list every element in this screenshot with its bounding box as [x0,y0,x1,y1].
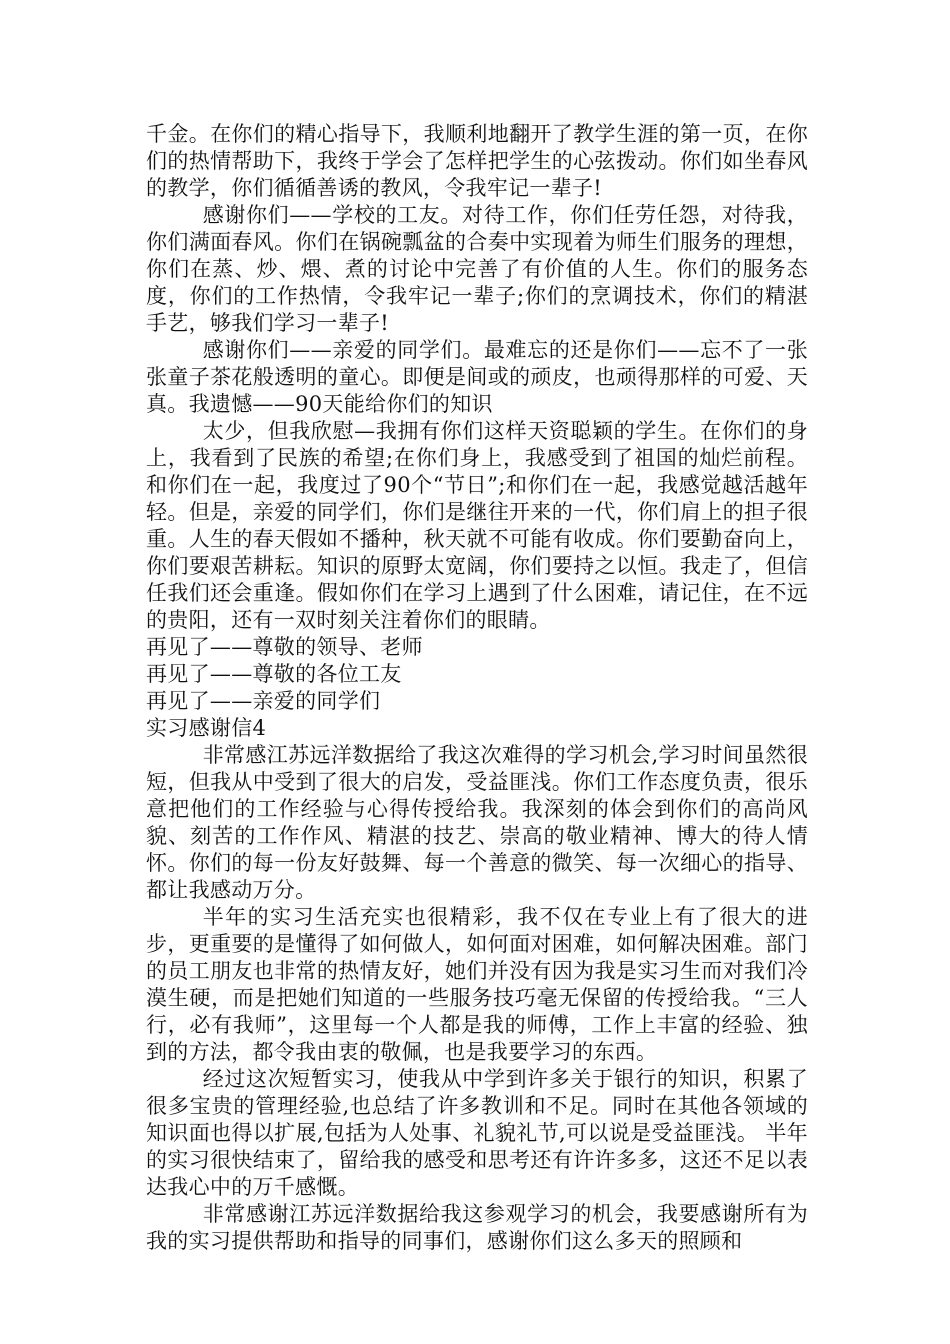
paragraph-gratitude: 非常感谢江苏远洋数据给我这参观学习的机会，我要感谢所有为我的实习提供帮助和指导的同事们，感谢你们这么多天的照顾和 [146,1202,808,1253]
section-heading: 实习感谢信4 [146,716,267,740]
paragraph-opportunity: 非常感江苏远洋数据给了我这次难得的学习机会,学习时间虽然很短，但我从中受到了很大的启发，受益匪浅。你们工作态度负责，很乐意把他们的工作经验与心得传授给我。我深刻的体会到你们的高尚风貌、刻苦的工作作风、精湛的技艺、崇高的敬业精神、博大的待人情怀。你们的每一份友好鼓舞、每一个善意的微笑、每一次细心的指导、都让我感动万分。 [146,743,808,902]
paragraph-thanks-students: 感谢你们——亲爱的同学们。最难忘的还是你们——忘不了一张张童子茶花般透明的童心。即便是间或的顽皮，也顽得那样的可爱、天真。我遗憾——90天能给你们的知识 [146,338,808,416]
paragraph-thanks-teachers-continued: 千金。在你们的精心指导下，我顺利地翻开了教学生涯的第一页，在你们的热情帮助下，我终于学会了怎样把学生的心弦拨动。你们如坐春风的教学，你们循循善诱的教风，令我牢记一辈子! [146,122,808,200]
document-body [146,121,808,1255]
paragraph-experience: 经过这次短暂实习，使我从中学到许多关于银行的知识，积累了很多宝贵的管理经验,也总结了许多教训和不足。同时在其他各领域的知识面也得以扩展,包括为人处事、礼貌礼节,可以说是受益匪浅。 半年的实习很快结束了，留给我的感受和思考还有许许多多，这还不足以表达我心中的万千感慨。 [146,1067,808,1199]
paragraph-students-hope: 太少，但我欣慰—我拥有你们这样天资聪颖的学生。在你们的身上，我看到了民族的希望;在你们身上，我感受到了祖国的灿烂前程。和你们在一起，我度过了90个“节日”;和你们在一起，我感觉越活越年轻。但是，亲爱的同学们，你们是继往开来的一代，你们肩上的担子很重。人生的春天假如不播种，秋天就不可能有收成。你们要勤奋向上，你们要艰苦耕耘。知识的原野太宽阔，你们要持之以恒。我走了，但信任我们还会重逢。假如你们在学习上遇到了什么困难，请记住，在不远的贵阳，还有一双时刻关注着你们的眼睛。 [146,419,808,632]
paragraph-thanks-workers: 感谢你们——学校的工友。对待工作，你们任劳任怨，对待我，你们满面春风。你们在锅碗瓢盆的合奏中实现着为师生们服务的理想，你们在蒸、炒、煨、煮的讨论中完善了有价值的人生。你们的服务态度，你们的工作热情，令我牢记一辈子;你们的烹调技术，你们的精湛手艺，够我们学习一辈子! [146,203,808,335]
farewell-students-line: 再见了——亲爱的同学们 [146,689,381,713]
farewell-workers-line: 再见了——尊敬的各位工友 [146,662,402,686]
paragraph-internship-life: 半年的实习生活充实也很精彩，我不仅在专业上有了很大的进步，更重要的是懂得了如何做人，如何面对困难，如何解决困难。部门的员工朋友也非常的热情友好，她们并没有因为我是实习生而对我们冷漠生硬，而是把她们知道的一些服务技巧毫无保留的传授给我。“三人行，必有我师”，这里每一个人都是我的师傅，工作上丰富的经验、独到的方法，都令我由衷的敬佩，也是我要学习的东西。 [146,905,808,1064]
farewell-leaders-line: 再见了——尊敬的领导、老师 [146,635,423,659]
